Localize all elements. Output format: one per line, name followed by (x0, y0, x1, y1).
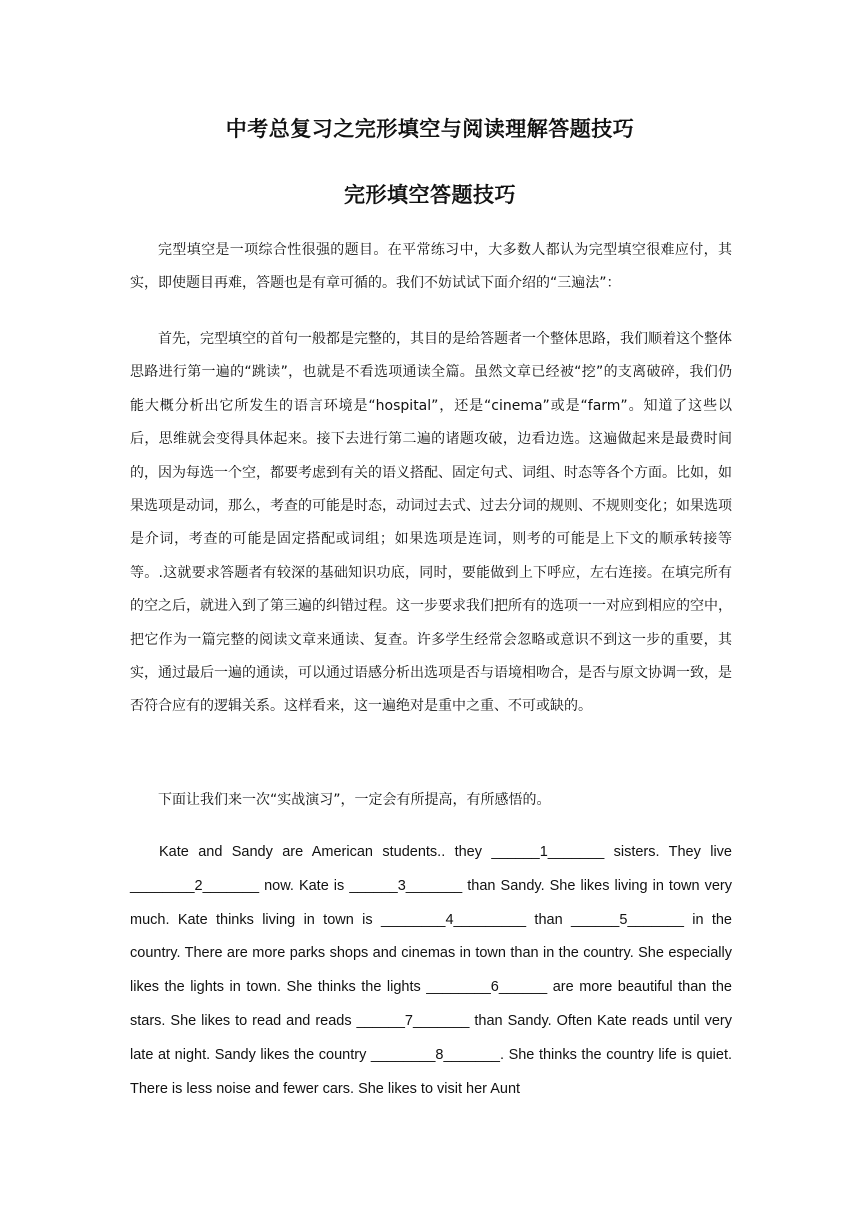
method-paragraph: 首先，完型填空的首句一般都是完整的，其目的是给答题者一个整体思路，我们顺着这个整体思路进行第一遍的“跳读”，也就是不看选项通读全篇。虽然文章已经被“挖”的支离破碎，我们仍能大概分析出它所发生的语言环境是“hospital”，还是“cinema”或是“farm”。知道了这些以后，思维就会变得具体起来。接下去进行第二遍的诸题攻破，边看边选。这遍做起来是最费时间的，因为每选一个空，都要考虑到有关的语义搭配、固定句式、词组、时态等各个方面。比如，如果选项是动词，那么，考查的可能是时态，动词过去式、过去分词的规则、不规则变化；如果选项是介词，考查的可能是固定搭配或词组；如果选项是连词，则考的可能是上下文的顺承转接等等。.这就要求答题者有较深的基础知识功底，同时，要能做到上下呼应，左右连接。在填完所有的空之后，就进入到了第三遍的纠错过程。这一步要求我们把所有的选项一一对应到相应的空中，把它作为一篇完整的阅读文章来通读、复查。许多学生经常会忽略或意识不到这一步的重要，其实，通过最后一遍的通读，可以通过语感分析出选项是否与语境相吻合，是否与原文协调一致，是否符合应有的逻辑关系。这样看来，这一遍绝对是重中之重、不可或缺的。 (130, 331, 732, 715)
practice-intro-paragraph: 下面让我们来一次“实战演习”，一定会有所提高，有所感悟的。 (158, 792, 551, 808)
intro-paragraph: 完型填空是一项综合性很强的题目。在平常练习中，大多数人都认为完型填空很难应付，其实，即使题目再难，答题也是有章可循的。我们不妨试试下面介绍的“三遍法”： (130, 242, 732, 292)
document-subtitle: 完形填空答题技巧 (344, 183, 516, 207)
cloze-exercise-text: Kate and Sandy are American students.. they ______1_______ sisters. They live ________2_______ now. Kate is ______3_______ than Sandy. She likes living in town very much. Kate thinks living in town is ________4_________ than ______5_______ in the country. There are more parks shops and cinemas in town than in the country. She especially likes the lights in town. She thinks the lights ________6______ are more beautiful than the stars. She likes to read and reads ______7_______ than Sandy. Often Kate reads until very late at night. Sandy likes the country ________8_______. She thinks the country life is quiet. There is less noise and fewer cars. She likes to visit her Aunt (130, 844, 732, 1097)
document-title: 中考总复习之完形填空与阅读理解答题技巧 (225, 117, 635, 141)
